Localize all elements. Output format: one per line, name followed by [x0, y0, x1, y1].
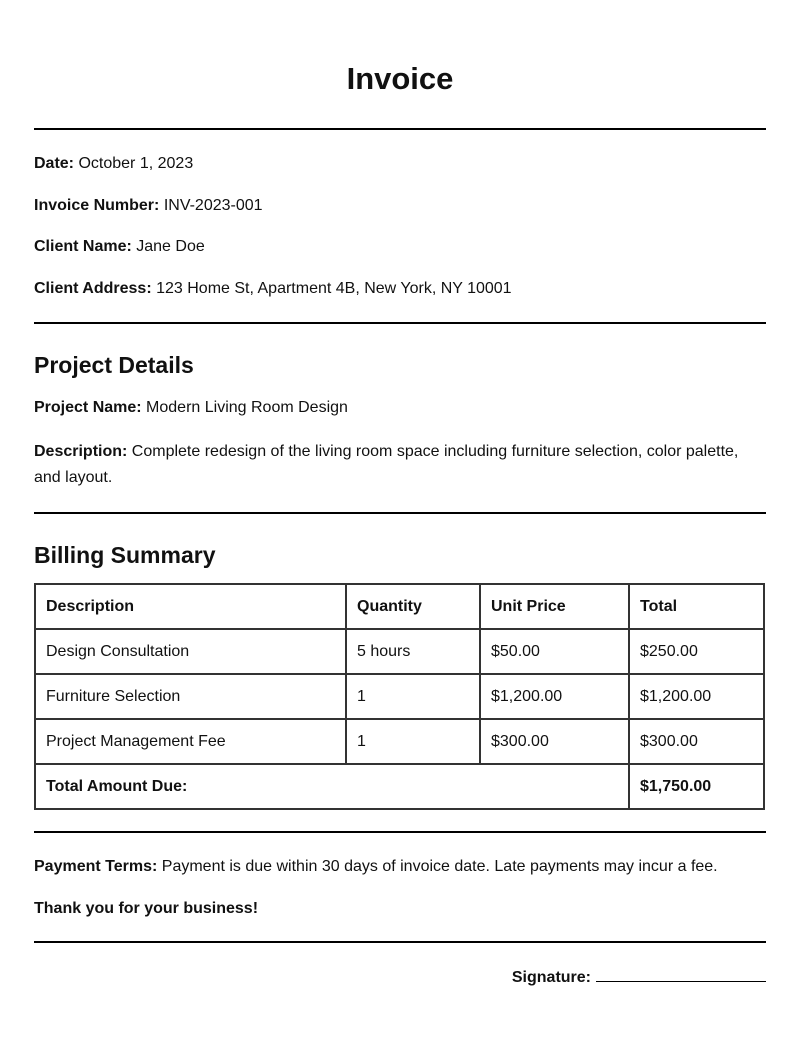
- table-row: [35, 674, 764, 719]
- billing-summary-heading: Billing Summary: [34, 542, 216, 568]
- signature-block: [34, 967, 766, 988]
- table-header-row: [35, 584, 764, 629]
- cell-quantity: 5 hours: [346, 629, 480, 674]
- divider: [34, 512, 766, 514]
- date-value: October 1, 2023: [78, 155, 194, 172]
- cell-unit-price: $1,200.00: [480, 674, 629, 719]
- table-row: [35, 719, 764, 764]
- payment-terms-label: Payment Terms:: [34, 858, 158, 875]
- payment-terms-field: [34, 857, 766, 877]
- cell-quantity: 1: [346, 719, 480, 764]
- cell-description: Design Consultation: [35, 629, 346, 674]
- column-header-quantity: Quantity: [346, 584, 480, 629]
- divider: [34, 322, 766, 324]
- signature-line[interactable]: [596, 967, 766, 982]
- client-address-field: [34, 279, 766, 299]
- table-row: [35, 629, 764, 674]
- cell-description: Project Management Fee: [35, 719, 346, 764]
- project-name-value: Modern Living Room Design: [146, 399, 348, 416]
- cell-quantity: 1: [346, 674, 480, 719]
- payment-terms-value: Payment is due within 30 days of invoice date. Late payments may incur a fee.: [161, 858, 718, 875]
- client-name-label: Client Name:: [34, 238, 132, 255]
- cell-total: $250.00: [629, 629, 764, 674]
- date-label: Date:: [34, 155, 75, 172]
- cell-unit-price: $300.00: [480, 719, 629, 764]
- invoice-title: Invoice: [346, 61, 454, 96]
- divider: [34, 831, 766, 833]
- signature-label: Signature:: [511, 969, 591, 986]
- invoice-number-value: INV-2023-001: [163, 197, 263, 214]
- column-header-total: Total: [629, 584, 764, 629]
- thank-you-note: Thank you for your business!: [34, 900, 259, 917]
- client-address-value: 123 Home St, Apartment 4B, New York, NY 10001: [156, 280, 512, 297]
- project-name-field: [34, 398, 766, 418]
- project-name-label: Project Name:: [34, 399, 142, 416]
- cell-unit-price: $50.00: [480, 629, 629, 674]
- divider: [34, 128, 766, 130]
- description-value: Complete redesign of the living room space including furniture selection, color palette, and layout.: [34, 443, 739, 486]
- project-details-heading: Project Details: [34, 352, 194, 378]
- description-label: Description:: [34, 443, 128, 460]
- invoice-number-field: [34, 196, 766, 216]
- date-field: [34, 154, 766, 174]
- column-header-description: Description: [35, 584, 346, 629]
- total-row: [35, 764, 764, 809]
- column-header-unit-price: Unit Price: [480, 584, 629, 629]
- divider: [34, 941, 766, 943]
- total-label: Total Amount Due:: [35, 764, 629, 809]
- cell-total: $1,200.00: [629, 674, 764, 719]
- billing-table: [34, 583, 765, 810]
- cell-description: Furniture Selection: [35, 674, 346, 719]
- invoice-number-label: Invoice Number:: [34, 197, 160, 214]
- client-address-label: Client Address:: [34, 280, 152, 297]
- description-field: [34, 439, 766, 491]
- client-name-value: Jane Doe: [136, 238, 205, 255]
- total-value: $1,750.00: [629, 764, 764, 809]
- cell-total: $300.00: [629, 719, 764, 764]
- client-name-field: [34, 237, 766, 257]
